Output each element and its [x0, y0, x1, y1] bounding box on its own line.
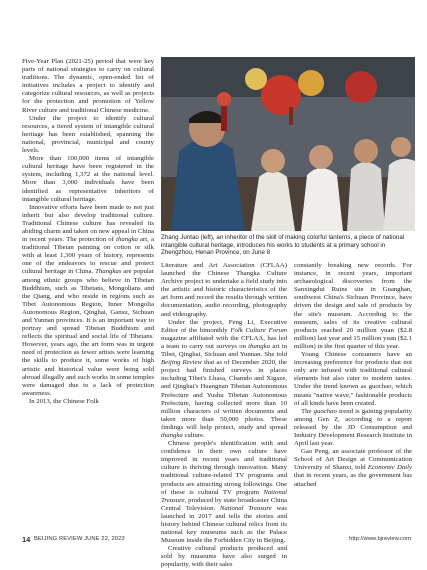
article-column-2 [161, 262, 287, 570]
italic-term: National Treasure [219, 504, 272, 512]
italic-term: Beijing Review [161, 359, 203, 367]
text-run: art in Tibet, Qinghai, Sichuan and Yunnan. She told [161, 342, 287, 359]
italic-term: National Treasure [161, 488, 287, 504]
article-photo [161, 57, 415, 231]
text-run: The [301, 407, 314, 415]
paragraph [294, 408, 412, 448]
text-run: Innovative efforts have been made to not just inherit but also develop traditional culture. Traditional Chinese culture has revealed its abiding charm and taken on new appeal in China in recent years. The protection of [22, 203, 154, 244]
paragraph: Literature and Art Association (CFLAA) launched the Chinese Thangka Culture Archive project to undertake a field study into the artistic and historic characteristics of the art form and record the results through written documentation, audio recording, photography and videography. [161, 262, 287, 318]
publication-name: BEIJING REVIEW JUNE 22, 2023 [34, 536, 125, 542]
italic-term: thangka [116, 236, 138, 244]
italic-term: thangka [161, 431, 183, 439]
text-run: trend is gaining popularity among Gen Z, according to a report released by the JD Consumption and Industry Development Research Institute in April last year. [294, 407, 412, 448]
paragraph: In 2013, the Chinese Folk [29, 397, 99, 405]
page-number: 14 [22, 535, 31, 544]
page-footer [0, 532, 427, 546]
italic-term: Economic Daily [367, 464, 412, 472]
paragraph: constantly breaking new records. For instance, in recent years, important archaeological discoveries from the Sanxingdui Ruins site in Guanghan, southwest China's Sichuan Province, have driven the design and sale of products by the site's museum. According to the museum, sales of its creative cultural products reached 20 million yuan ($2.8 million) last year and 15 million yuan ($2.1 million) in the first quarter of this year. [294, 262, 412, 350]
text-run: that in recent years, as the government has attached [294, 472, 412, 488]
article-column-1 [22, 58, 154, 406]
italic-term: guochao [313, 407, 337, 415]
text-run: culture. [182, 431, 205, 439]
paragraph: Creative cultural products produced and sold by museums have also surged in popularity, with their sales [161, 545, 287, 569]
photo-caption: Zhang Juntao (left), an inheritor of the skill of making colorful lanterns, a piece of national intangible cultural heritage, introduces his works to students at a primary school in Zhengzhou, Henan Province, on June 8 [161, 234, 405, 257]
paragraph: Under the project to identify cultural resources, a tiered system of intangible cultural heritage has been established, spanning the national, provincial, municipal and county levels. [22, 114, 154, 155]
website-link[interactable]: http://www.bjreview.com [349, 536, 411, 542]
paragraph: Five-Year Plan (2021-25) period that were key parts of national strategies to carry on cultural traditions. The dynamic, open-ended list of initiatives includes a project to identify and categorize cultural resources, as well as projects for the protection and promotion of Yellow River culture and traditional Chinese medicine. [22, 58, 154, 114]
photo-credit: XINHUA [409, 193, 413, 207]
text-run: magazine affiliated with the CFLAA, has led a team to carry out surveys on [161, 334, 287, 350]
text-run: are popular among ethnic groups who believe in Tibetan Buddhism, such as Tibetans, Mongolians and the Qiang, and who reside in regions such as Tibet Autonomous Region, Inner Mongolia Autonomous Region, Qinghai, Gansu, Sichuan and Yunnan provinces. It is an important way to portray and spread Tibetan Buddhism and reflects the spiritual and social life of Tibetans. However, years ago, the art form was in urgent need of protection as fewer artists were learning the skills to produce it, some works of high artistic and historical value were being sold abroad illegally and such works in some temples were damaged due to a lack of protection awareness. [22, 268, 155, 397]
text-run: that as of December 2020, the project had finished surveys in places including Tibet's Lhasa, Chamdo and Xigaze, and Qinghai's Huangnan Tibetan Autonomous Prefecture and Yushu Tibetan Autonomous Prefecture, having collected more than 10 million characters of written documents and taken more than 50,000 photos. These findings will help protect, study and spread [161, 359, 287, 431]
paragraph: More than 100,000 items of intangible cultural heritage have been registered in the system, including 1,372 at the national level. More than 3,000 individuals have been identified as representative inheritors of intangible cultural heritage. [22, 155, 154, 203]
italic-term: Folk Culture Forum [230, 326, 287, 334]
text-run: Under the project, Feng Li, Executive Editor of the bimonthly [161, 318, 287, 334]
photo-illustration [161, 57, 415, 231]
text-run: art, a traditional Tibetan painting on cotton or silk with at least 1,300 years of history, represents one of the endeavors to rescue and protect cultural heritage in China. [22, 236, 154, 276]
text-run: , produced by state broadcaster China Central Television. [161, 496, 287, 512]
italic-term: Thangkas [95, 268, 122, 276]
paragraph [294, 448, 412, 488]
paragraph [22, 204, 154, 398]
paragraph: Young Chinese consumers have an increasing preference for products that not only are infused with traditional cultural elements but also cater to modern tastes. Under the trend known as guochao, which means "native wave," fashionable products of all kinds have been created. [294, 351, 412, 407]
text-run: was launched in 2017 and tells the stories and history behind Chinese cultural relics from its national key museums such as the Palace Museum inside the Forbidden City in Beijing. [161, 504, 287, 545]
paragraph [161, 319, 287, 440]
text-run: Gao Peng, an associate professor of the School of Art Design at Communication University of Shanxi, told [294, 448, 412, 472]
article-column-3 [294, 262, 412, 489]
italic-term: thangka [248, 342, 271, 350]
text-run: Chinese people's identification with and confidence in their own culture have improved in recent years and traditional culture is thriving through innovation. Many traditional culture-related TV programs and products are attracting strong followings. One of these is cultural TV program [161, 440, 287, 496]
paragraph [161, 440, 287, 545]
